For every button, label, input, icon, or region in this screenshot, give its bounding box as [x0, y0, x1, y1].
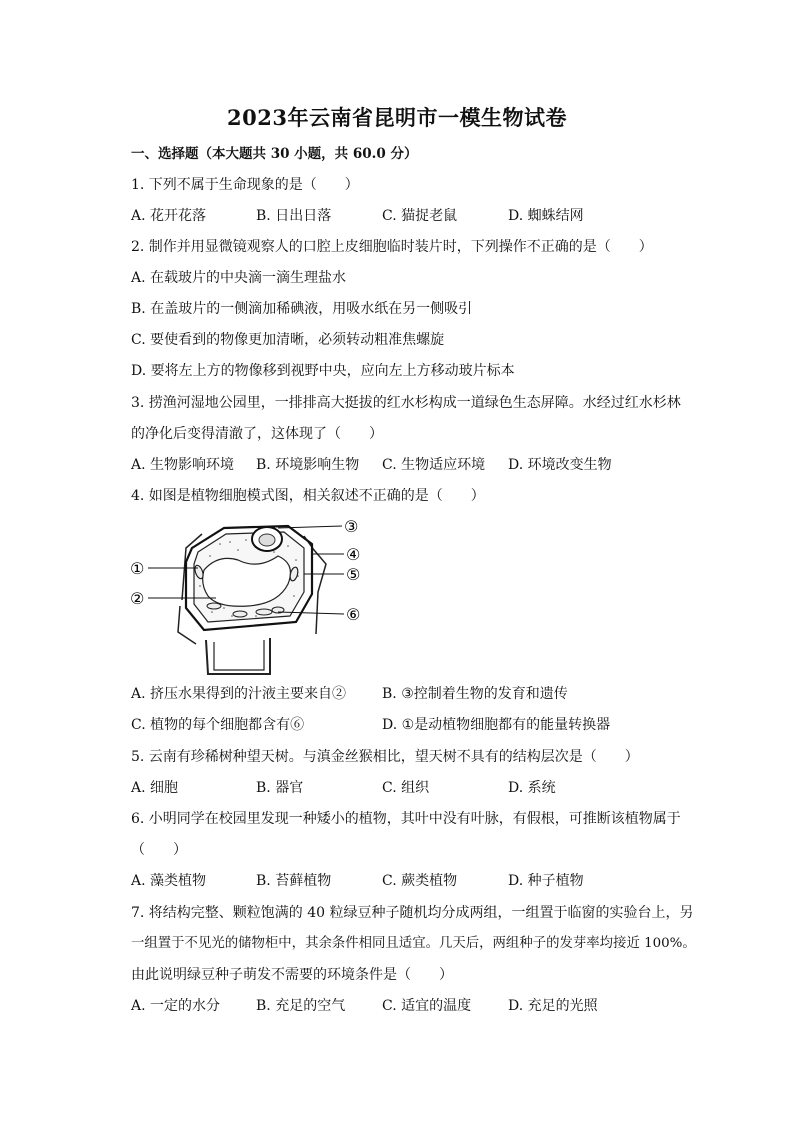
- question-6-option-c: C. 蕨类植物: [382, 873, 458, 889]
- question-3-stem-line-1: 3. 捞渔河湿地公园里，一排排高大挺拔的红水杉构成一道绿色生态屏障。水经过红水杉林: [131, 395, 681, 411]
- question-4-option-a: A. 挤压水果得到的汁液主要来自②: [131, 686, 347, 702]
- question-3-option-c: C. 生物适应环境: [382, 457, 486, 473]
- question-2-stem: 2. 制作并用显微镜观察人的口腔上皮细胞临时装片时，下列操作不正确的是（ ）: [131, 239, 653, 255]
- question-7-stem-line-1: 7. 将结构完整、颗粒饱满的 40 粒绿豆种子随机均分成两组，一组置于临窗的实验台上，另: [131, 905, 694, 921]
- figure-label-1: ①: [130, 559, 145, 578]
- question-4-option-c: C. 植物的每个细胞都含有⑥: [131, 717, 305, 733]
- question-4-stem: 4. 如图是植物细胞模式图，相关叙述不正确的是（ ）: [131, 488, 485, 504]
- exam-title: 2023年云南省昆明市一模生物试卷: [227, 105, 567, 130]
- question-1-stem: 1. 下列不属于生命现象的是（ ）: [131, 177, 359, 193]
- question-1-option-b: B. 日出日落: [256, 208, 332, 224]
- question-5-option-b: B. 器官: [256, 780, 304, 796]
- figure-label-3: ③: [344, 517, 359, 536]
- question-6-stem-line-1: 6. 小明同学在校园里发现一种矮小的植物，其叶中没有叶脉，有假根，可推断该植物属于: [131, 811, 681, 827]
- question-7-option-b: B. 充足的空气: [256, 998, 346, 1014]
- question-5-stem: 5. 云南有珍稀树种望天树。与滇金丝猴相比，望天树不具有的结构层次是（ ）: [131, 749, 639, 765]
- plant-cell-diagram: [128, 512, 374, 682]
- question-7-option-c: C. 适宜的温度: [382, 998, 472, 1014]
- question-4-option-d: D. ①是动植物细胞都有的能量转换器: [382, 717, 611, 733]
- question-7-stem-line-2: 一组置于不见光的储物柜中，其余条件相同且适宜。几天后，两组种子的发芽率均接近 100%。: [131, 936, 696, 951]
- figure-label-6: ⑥: [346, 605, 361, 624]
- question-3-option-b: B. 环境影响生物: [256, 457, 360, 473]
- question-6-option-d: D. 种子植物: [508, 873, 584, 889]
- question-4-option-b: B. ③控制着生物的发育和遗传: [382, 686, 568, 702]
- question-2-option-b: B. 在盖玻片的一侧滴加稀碘液，用吸水纸在另一侧吸引: [131, 301, 473, 317]
- figure-label-4: ④: [346, 545, 361, 564]
- question-7-stem-line-3: 由此说明绿豆种子萌发不需要的环境条件是（ ）: [131, 967, 453, 983]
- question-7-option-a: A. 一定的水分: [131, 998, 221, 1014]
- figure-label-5: ⑤: [346, 565, 361, 584]
- question-3-option-a: A. 生物影响环境: [131, 457, 235, 473]
- section-heading: 一、选择题（本大题共 30 小题，共 60.0 分）: [131, 146, 418, 162]
- question-1-option-a: A. 花开花落: [131, 208, 207, 224]
- question-6-option-b: B. 苔藓植物: [256, 873, 332, 889]
- question-1-option-d: D. 蜘蛛结网: [508, 208, 584, 224]
- question-6-stem-line-2: （ ）: [131, 842, 187, 858]
- figure-label-2: ②: [130, 589, 145, 608]
- question-5-option-a: A. 细胞: [131, 780, 179, 796]
- question-7-option-d: D. 充足的光照: [508, 998, 598, 1014]
- question-2-option-a: A. 在载玻片的中央滴一滴生理盐水: [131, 270, 347, 286]
- question-3-stem-line-2: 的净化后变得清澈了，这体现了（ ）: [131, 426, 383, 442]
- question-5-option-d: D. 系统: [508, 780, 556, 796]
- question-5-option-c: C. 组织: [382, 780, 430, 796]
- question-2-option-c: C. 要使看到的物像更加清晰，必须转动粗准焦螺旋: [131, 332, 445, 348]
- question-1-option-c: C. 猫捉老鼠: [382, 208, 458, 224]
- question-6-option-a: A. 藻类植物: [131, 873, 207, 889]
- question-2-option-d: D. 要将左上方的物像移到视野中央，应向左上方移动玻片标本: [131, 363, 515, 379]
- question-3-option-d: D. 环境改变生物: [508, 457, 612, 473]
